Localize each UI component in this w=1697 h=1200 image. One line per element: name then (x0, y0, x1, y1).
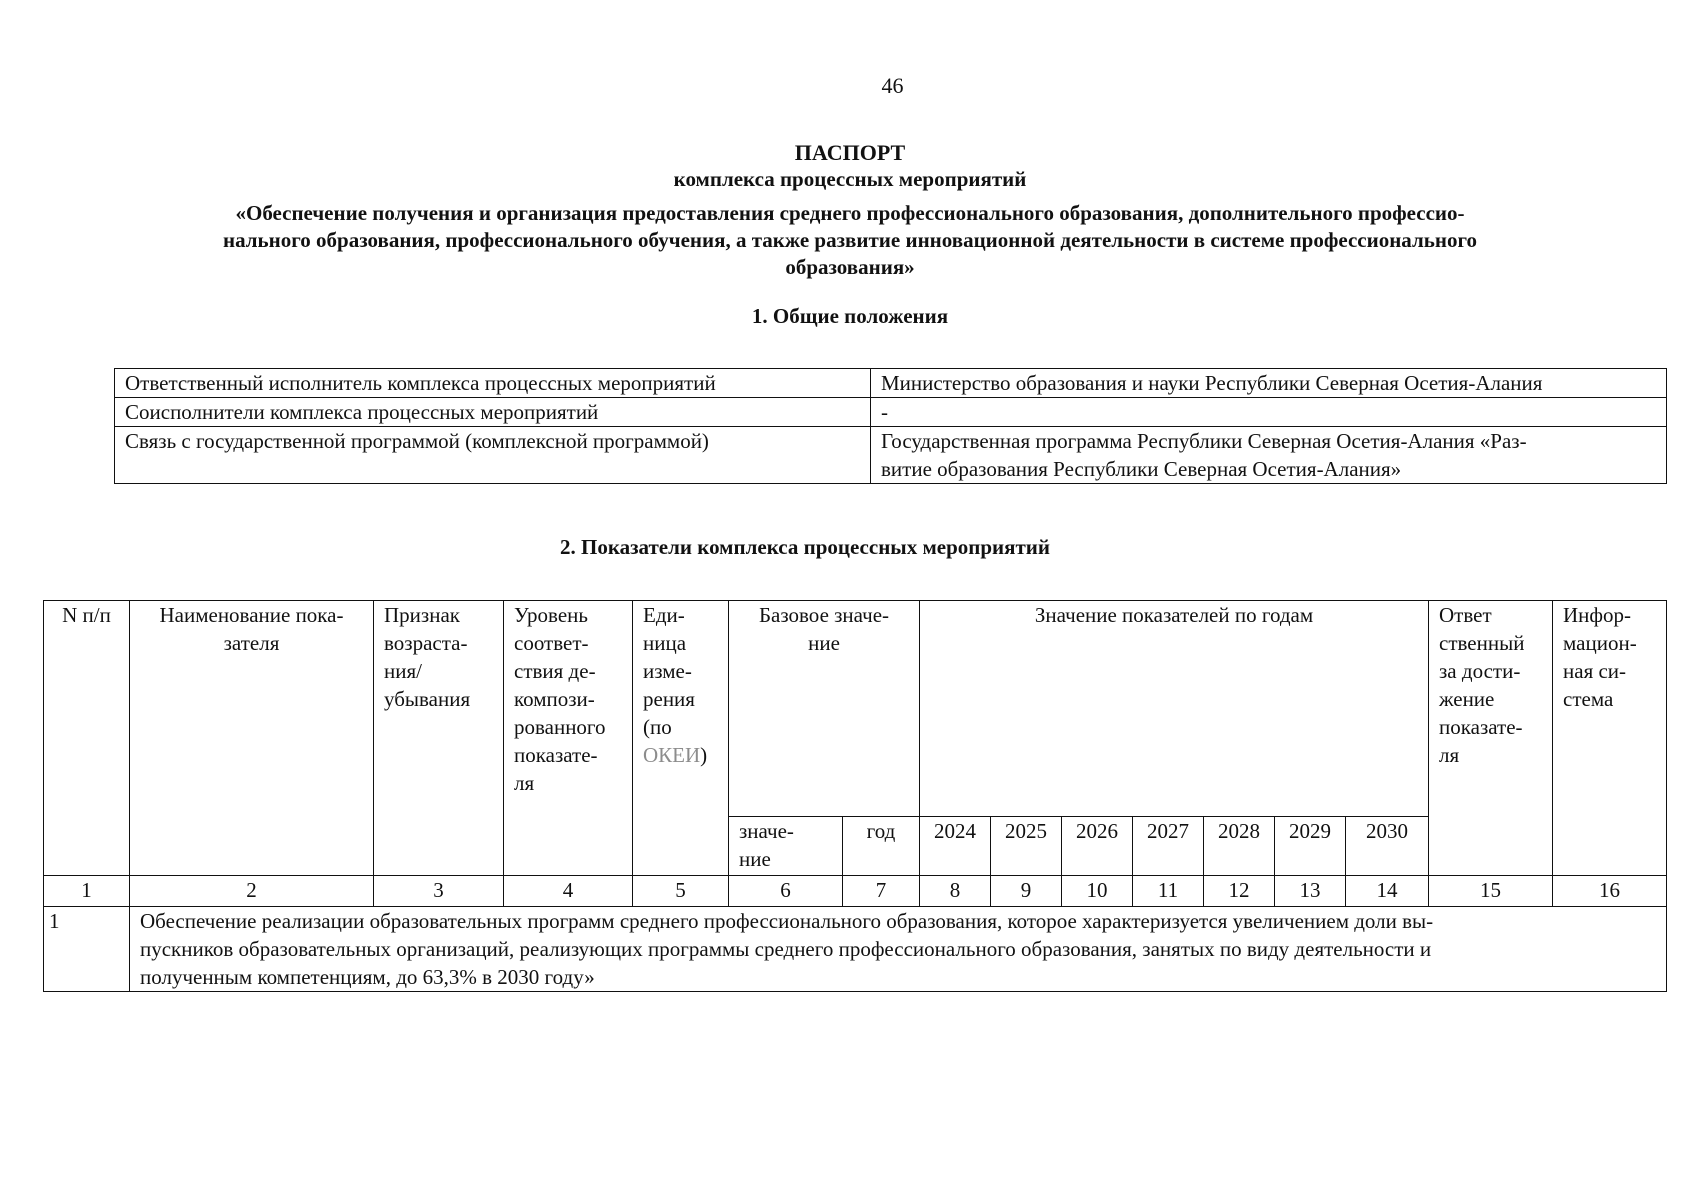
row-number: 1 (44, 907, 130, 992)
complex-name-line: «Обеспечение получения и организация предоставления среднего профессионального образования, дополнительного профессио- (235, 201, 1465, 225)
header-line: компози- (514, 687, 595, 711)
header-year: 2027 (1133, 817, 1204, 876)
header-line: значе- (739, 819, 794, 843)
header-line: Признак (384, 603, 460, 627)
header-line (643, 741, 718, 769)
task-line: Обеспечение реализации образовательных программ среднего профессионального образования, которое характеризуется увеличением доли вы- (140, 909, 1434, 933)
header-line: показате- (1439, 715, 1523, 739)
column-number: 1 (44, 876, 130, 907)
column-number: 9 (991, 876, 1062, 907)
header-year: 2028 (1204, 817, 1275, 876)
header-responsible (1429, 601, 1553, 876)
task-line: пускников образовательных организаций, реализующих программы среднего профессионального образования, занятых по виду деятельности и (140, 937, 1432, 961)
task-line: полученным компетенциям, до 63,3% в 2030 году» (140, 965, 595, 989)
header-trend (374, 601, 504, 876)
column-number: 7 (843, 876, 920, 907)
column-number: 12 (1204, 876, 1275, 907)
column-number: 3 (374, 876, 504, 907)
column-number: 10 (1062, 876, 1133, 907)
row-value-line: Государственная программа Республики Северная Осетия-Алания «Раз- (881, 429, 1527, 453)
row-label: Ответственный исполнитель комплекса процессных мероприятий (115, 369, 871, 398)
header-num: N п/п (44, 601, 130, 876)
header-line: за дости- (1439, 659, 1521, 683)
column-number: 8 (920, 876, 991, 907)
header-base-value-value (729, 817, 843, 876)
header-year: 2024 (920, 817, 991, 876)
header-line: Еди- (643, 603, 685, 627)
header-year: 2025 (991, 817, 1062, 876)
indicators-table (43, 600, 1667, 992)
column-number: 5 (633, 876, 729, 907)
row-value: Министерство образования и науки Республики Северная Осетия-Алания (871, 369, 1667, 398)
header-line: изме- (643, 659, 692, 683)
header-line: ля (1439, 743, 1460, 767)
header-line: показате- (514, 743, 598, 767)
document-subtitle: комплекса процессных мероприятий (673, 167, 1027, 191)
unit-close: ) (700, 743, 708, 767)
header-line: убывания (384, 687, 471, 711)
row-value: - (871, 398, 1667, 427)
complex-name-line: нального образования, профессионального обучения, а также развитие инновационной деятельности в системе профессионального (222, 228, 1477, 252)
column-number: 16 (1553, 876, 1667, 907)
row-label: Соисполнители комплекса процессных мероприятий (115, 398, 871, 427)
header-line: ствия де- (514, 659, 596, 683)
column-number: 2 (130, 876, 374, 907)
complex-name (120, 200, 1580, 281)
header-line: зателя (223, 631, 280, 655)
passport-title-block (120, 140, 1580, 281)
header-line: ние (739, 847, 771, 871)
column-number: 15 (1429, 876, 1553, 907)
header-line: соответ- (514, 631, 589, 655)
header-line: Базовое значе- (758, 603, 890, 627)
header-line: возраста- (384, 631, 468, 655)
header-year: 2030 (1346, 817, 1429, 876)
column-number: 14 (1346, 876, 1429, 907)
header-line: ная си- (1563, 659, 1627, 683)
header-line: ля (514, 771, 535, 795)
header-row (44, 601, 1667, 817)
column-number: 11 (1133, 876, 1204, 907)
general-provisions-table (114, 368, 1667, 484)
page-number: 46 (881, 73, 904, 98)
header-information-system (1553, 601, 1667, 876)
header-line: Уровень (514, 603, 588, 627)
header-decomposition-level (504, 601, 633, 876)
column-number: 13 (1275, 876, 1346, 907)
section1-heading: 1. Общие положения (751, 304, 949, 328)
table-row (115, 398, 1667, 427)
table-row (115, 427, 1667, 484)
header-line: мацион- (1563, 631, 1637, 655)
okei-link[interactable]: ОКЕИ (643, 743, 701, 767)
header-line: ния/ (384, 659, 422, 683)
complex-name-line: образования» (785, 255, 915, 279)
task-description (130, 907, 1667, 992)
header-line: рованного (514, 715, 606, 739)
header-line: рения (643, 687, 695, 711)
table-row (44, 907, 1667, 992)
header-line: ственный (1439, 631, 1525, 655)
header-line: стема (1563, 687, 1614, 711)
header-indicator-name (130, 601, 374, 876)
column-number: 6 (729, 876, 843, 907)
header-line: ница (643, 631, 687, 655)
header-line: Инфор- (1563, 603, 1632, 627)
section2-heading: 2. Показатели комплекса процессных мероприятий (559, 535, 1050, 559)
header-year: 2026 (1062, 817, 1133, 876)
header-base-value-year: год (843, 817, 920, 876)
row-value (871, 427, 1667, 484)
header-base-value (729, 601, 920, 817)
header-line: Ответ (1439, 603, 1492, 627)
row-value-line: витие образования Республики Северная Осетия-Алания» (881, 457, 1402, 481)
document-title: ПАСПОРТ (794, 140, 906, 165)
header-unit (633, 601, 729, 876)
header-line: Наименование пока- (159, 603, 344, 627)
header-line: жение (1439, 687, 1495, 711)
column-number: 4 (504, 876, 633, 907)
header-year: 2029 (1275, 817, 1346, 876)
header-years-group: Значение показателей по годам (920, 601, 1429, 817)
column-numbers-row (44, 876, 1667, 907)
header-line: (по (643, 715, 672, 739)
row-label: Связь с государственной программой (комплексной программой) (115, 427, 871, 484)
table-row (115, 369, 1667, 398)
header-line: ние (808, 631, 840, 655)
